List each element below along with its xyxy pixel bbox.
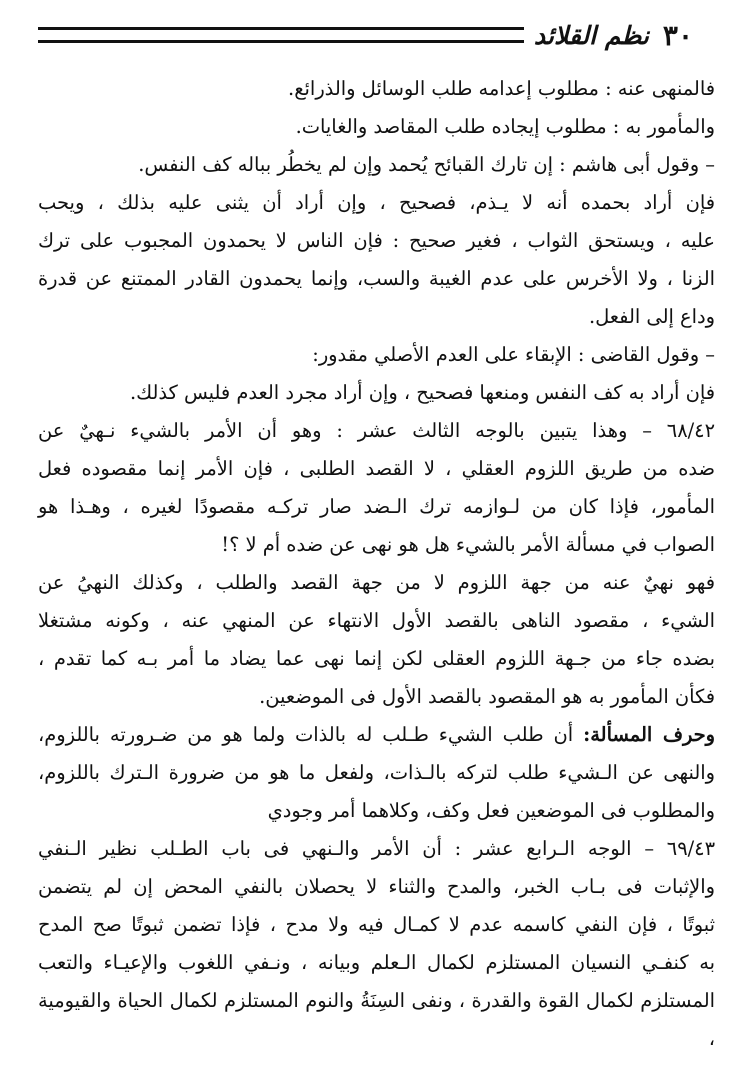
line-text: والنهى عن الـشيء طلب لتركه بالـذات، ولفعل ما هو من ضرورة الـترك باللزوم،	[38, 761, 715, 784]
header-rule	[38, 27, 524, 43]
text-line	[38, 146, 715, 184]
text-line	[38, 754, 715, 792]
line-text: ثبوتًا ، فإن النفي كاسمه عدم لا كمـال فيه ولا مدح ، فإذا تضمن ثبوتًا صح المدح	[38, 913, 715, 936]
text-line	[38, 260, 715, 298]
line-text: ضده من طريق اللزوم العقلي ، لا القصد الطلبى ، فإن الأمر إنما مقصوده فعل	[38, 457, 715, 480]
text-line	[38, 868, 715, 906]
line-text: والمطلوب فى الموضعين فعل وكف، وكلاهما أمر وجودي	[267, 799, 715, 822]
line-text: والإثبات فى بـاب الخبر، والمدح والثناء لا يحصلان بالنفي المحض إن لم يتضمن	[38, 875, 715, 898]
text-line	[38, 602, 715, 640]
line-text: فإن أراد به كف النفس ومنعها فصحيح ، وإن أراد مجرد العدم فليس كذلك.	[129, 381, 715, 404]
line-text: الشيء ، مقصود الناهى بالقصد الأول الانتهاء عن المنهي عنه ، وكونه مشتغلا	[38, 609, 715, 632]
text-line	[38, 488, 715, 526]
line-text: ٦٩/٤٣ – الوجه الـرابع عشر : أن الأمر والـنهي فى باب الطـلب نظير الـنفي	[38, 837, 715, 860]
line-text: فإن أراد بحمده أنه لا يـذم، فصحيح ، وإن أراد أن يثنى عليه بذلك ، ويحب	[38, 191, 715, 214]
text-line	[38, 184, 715, 222]
running-title: نظم القلائد	[533, 20, 649, 50]
text-line	[38, 222, 715, 260]
line-text: به كنفـي النسيان المستلزم لكمال الـعلم وبيانه ، ونـفي اللغوب والإعيـاء والتعب	[38, 951, 715, 974]
text-line	[38, 982, 715, 1058]
line-text: ٦٨/٤٢ – وهذا يتبين بالوجه الثالث عشر : وهو أن الأمر بالشيء نـهيٌ عن	[38, 419, 715, 442]
line-text: الزنا ، ولا الأخرس على عدم الغيبة والسب، وإنما يحمدون القادر الممتنع عن قدرة	[38, 267, 715, 290]
line-text: المستلزم لكمال القوة والقدرة ، ونفى السِنَةُ والنوم المستلزم لكمال الحياة والقيومية ،	[38, 989, 715, 1050]
line-text: عليه ، ويستحق الثواب ، فغير صحيح : فإن الناس لا يحمدون المجبوب على ترك	[38, 229, 715, 252]
line-text: فهو نهيٌ عنه من جهة اللزوم لا من جهة القصد والطلب ، وكذلك النهيُ عن	[38, 571, 715, 594]
text-line	[38, 298, 715, 336]
text-line	[38, 108, 715, 146]
text-line	[38, 792, 715, 830]
line-text: – وقول أبى هاشم : إن تارك القبائح يُحمد وإن لم يخطُر بباله كف النفس.	[138, 153, 715, 176]
bold-lead-phrase: وحرف المسألة:	[583, 723, 715, 746]
line-text: والمأمور به : مطلوب إيجاده طلب المقاصد والغايات.	[295, 115, 715, 138]
text-line	[38, 70, 715, 108]
text-line	[38, 830, 715, 868]
text-line	[38, 564, 715, 602]
text-line	[38, 450, 715, 488]
page-body-text	[38, 70, 715, 1058]
page-header	[38, 0, 715, 70]
text-line	[38, 944, 715, 982]
line-text: الصواب في مسألة الأمر بالشيء هل هو نهى عن ضده أم لا ؟!	[221, 533, 715, 556]
line-text: بضده جاء من جـهة اللزوم العقلى لكن إنما نهى عما يضاد ما أمر بـه كما تقدم ،	[38, 647, 715, 670]
text-line	[38, 526, 715, 564]
text-line	[38, 374, 715, 412]
text-line	[38, 336, 715, 374]
line-text: – وقول القاضى : الإبقاء على العدم الأصلي مقدور:	[312, 343, 715, 366]
text-line	[38, 716, 715, 754]
line-text: فكأن المأمور به هو المقصود بالقصد الأول فى الموضعين.	[259, 685, 715, 708]
line-text: فالمنهى عنه : مطلوب إعدامه طلب الوسائل والذرائع.	[288, 77, 715, 100]
text-line	[38, 906, 715, 944]
line-text: المأمور، فإذا كان من لـوازمه ترك الـضد صار تركـه مقصودًا لغيره ، وهـذا هو	[38, 495, 715, 518]
text-line	[38, 412, 715, 450]
line-text: أن طلب الشيء طـلب له بالذات ولما هو من ضـرورته باللزوم،	[38, 723, 584, 746]
text-line	[38, 678, 715, 716]
text-line	[38, 640, 715, 678]
page-number: ٣٠	[662, 18, 693, 52]
line-text: وداع إلى الفعل.	[588, 305, 715, 328]
